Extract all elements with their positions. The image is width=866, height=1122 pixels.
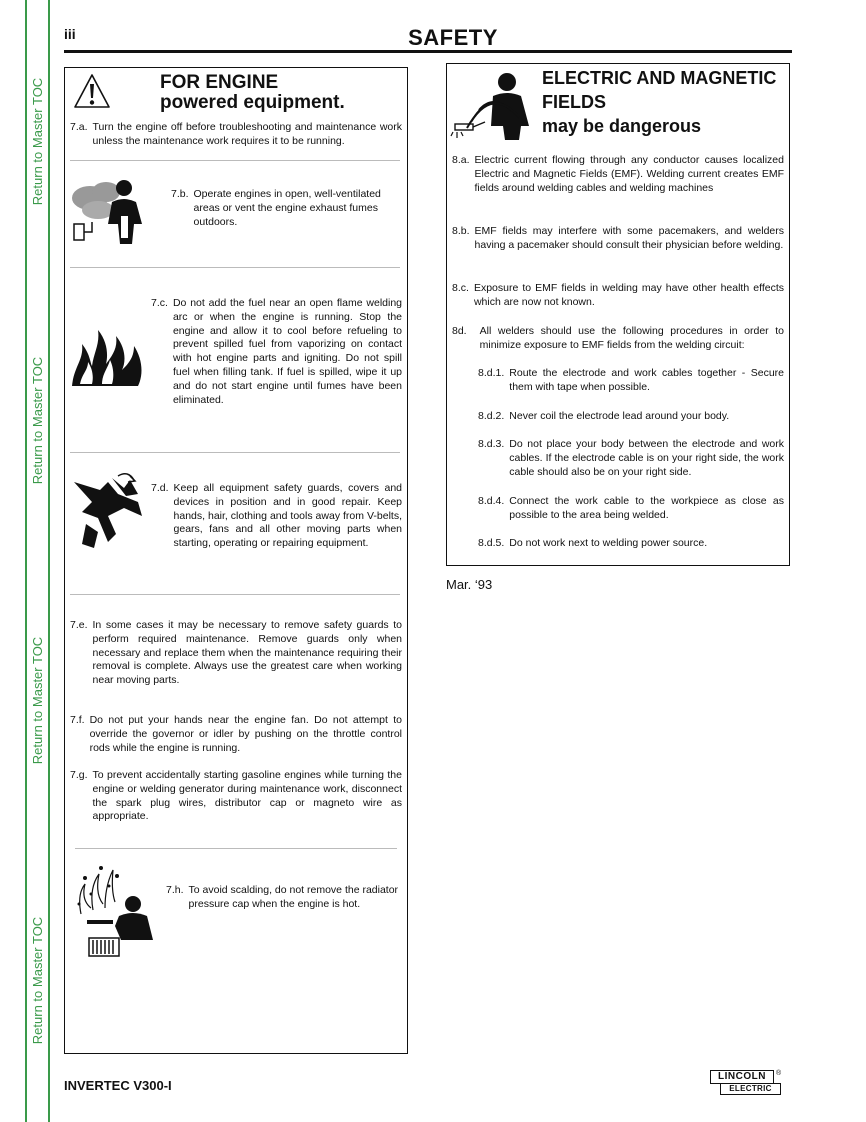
page-number: iii xyxy=(64,26,76,42)
item-8a: 8.a. Electric current flowing through any conductor causes localized Electric and Magnetic Fields (EMF). Welding current creates EMF fields around welding cables and welding machines xyxy=(452,154,784,194)
scalding-radiator-icon xyxy=(71,864,155,960)
revision-date: Mar. ‘93 xyxy=(446,577,493,592)
welder-emf-icon xyxy=(449,70,537,142)
item-7a: 7.a. Turn the engine off before troubleshooting and maintenance work unless the maintenance work requires it to be running. xyxy=(70,121,402,147)
item-8d5: 8.d.5. Do not work next to welding power source. xyxy=(478,537,708,549)
title-rule xyxy=(64,50,792,53)
item-7b: 7.b. Operate engines in open, well-ventilated areas or vent the engine exhaust fumes outdoors. xyxy=(171,188,381,228)
separator xyxy=(70,160,400,161)
emf-box-title-line2: FIELDS xyxy=(542,92,607,112)
item-8b: 8.b. EMF fields may interfere with some pacemakers, and welders having a pacemaker should consult their physician before welding. xyxy=(452,225,784,251)
warning-triangle-icon xyxy=(73,73,111,109)
item-7f: 7.f. Do not put your hands near the engine fan. Do not attempt to override the governor or idler by pushing on the throttle control rods while the engine is running. xyxy=(70,714,402,754)
emf-safety-box xyxy=(446,63,790,566)
item-8d3: 8.d.3. Do not place your body between the electrode and work cables. If the electrode cable is on your right side, the work cable should also be on your right side. xyxy=(478,438,784,478)
item-8d4: 8.d.4. Connect the work cable to the workpiece as close as possible to the area being welded. xyxy=(478,495,784,521)
item-7g: 7.g. To prevent accidentally starting gasoline engines while turning the engine or welding generator during maintenance work, disconnect the spark plug wires, distributor cap or magneto wire as appropriate. xyxy=(70,769,402,823)
item-8c: 8.c. Exposure to EMF fields in welding may have other health effects which are now not known. xyxy=(452,282,784,308)
separator xyxy=(70,452,400,453)
lincoln-electric-logo xyxy=(710,1070,784,1098)
item-8d: 8d. All welders should use the following procedures in order to minimize exposure to EMF fields from the welding circuit: xyxy=(452,325,784,351)
item-7h: 7.h. To avoid scalding, do not remove the radiator pressure cap when the engine is hot. xyxy=(166,884,399,910)
moving-parts-hand-icon xyxy=(68,472,144,552)
emf-box-title-line3: may be dangerous xyxy=(542,116,702,136)
separator xyxy=(70,594,400,595)
footer-model-name: INVERTEC V300-I xyxy=(64,1078,172,1093)
item-8d1: 8.d.1. Route the electrode and work cables together - Secure them with tape when possible. xyxy=(478,367,784,393)
engine-safety-box xyxy=(64,67,408,1054)
toc-sidebar xyxy=(25,0,50,1122)
engine-box-title-line2: powered equipment. xyxy=(160,92,345,113)
flame-icon xyxy=(68,326,148,388)
item-7d: 7.d. Keep all equipment safety guards, covers and devices in position and in good repair. Keep hands, hair, clothing and tools away from V-belts, gears, fans and all other moving parts when starting, operating or repairing equipment. xyxy=(151,482,402,550)
logo-bottom-text: ELECTRIC xyxy=(720,1083,781,1095)
return-to-master-toc-link-3[interactable]: Return to Master TOC xyxy=(30,636,45,764)
separator xyxy=(75,848,397,849)
return-to-master-toc-link-2[interactable]: Return to Master TOC xyxy=(30,356,45,484)
page-title: SAFETY xyxy=(408,25,498,50)
return-to-master-toc-link-1[interactable]: Return to Master TOC xyxy=(30,77,45,205)
item-8d2: 8.d.2. Never coil the electrode lead around your body. xyxy=(478,410,730,422)
item-7e: 7.e. In some cases it may be necessary to remove safety guards to perform required maintenance. Remove guards only when necessary and replace them when the maintenance requiring their removal is complete. Always use the greatest care when working near moving parts. xyxy=(70,619,402,687)
item-7c: 7.c. Do not add the fuel near an open flame welding arc or when the engine is running. Stop the engine and allow it to cool before refueling to prevent spilled fuel from vaporizing on contact with hot engine parts and igniting. Do not spill fuel when filling tank. If fuel is spilled, wipe it up and do not start engine until fumes have been eliminated. xyxy=(151,297,402,406)
exhaust-fumes-icon xyxy=(68,176,148,248)
engine-box-title-line1: FOR ENGINE xyxy=(160,72,279,93)
logo-top-text: LINCOLN xyxy=(710,1070,774,1084)
logo-registered-mark: ® xyxy=(776,1070,782,1077)
emf-box-title-line1: ELECTRIC AND MAGNETIC xyxy=(542,68,777,88)
separator xyxy=(70,267,400,268)
return-to-master-toc-link-4[interactable]: Return to Master TOC xyxy=(30,916,45,1044)
